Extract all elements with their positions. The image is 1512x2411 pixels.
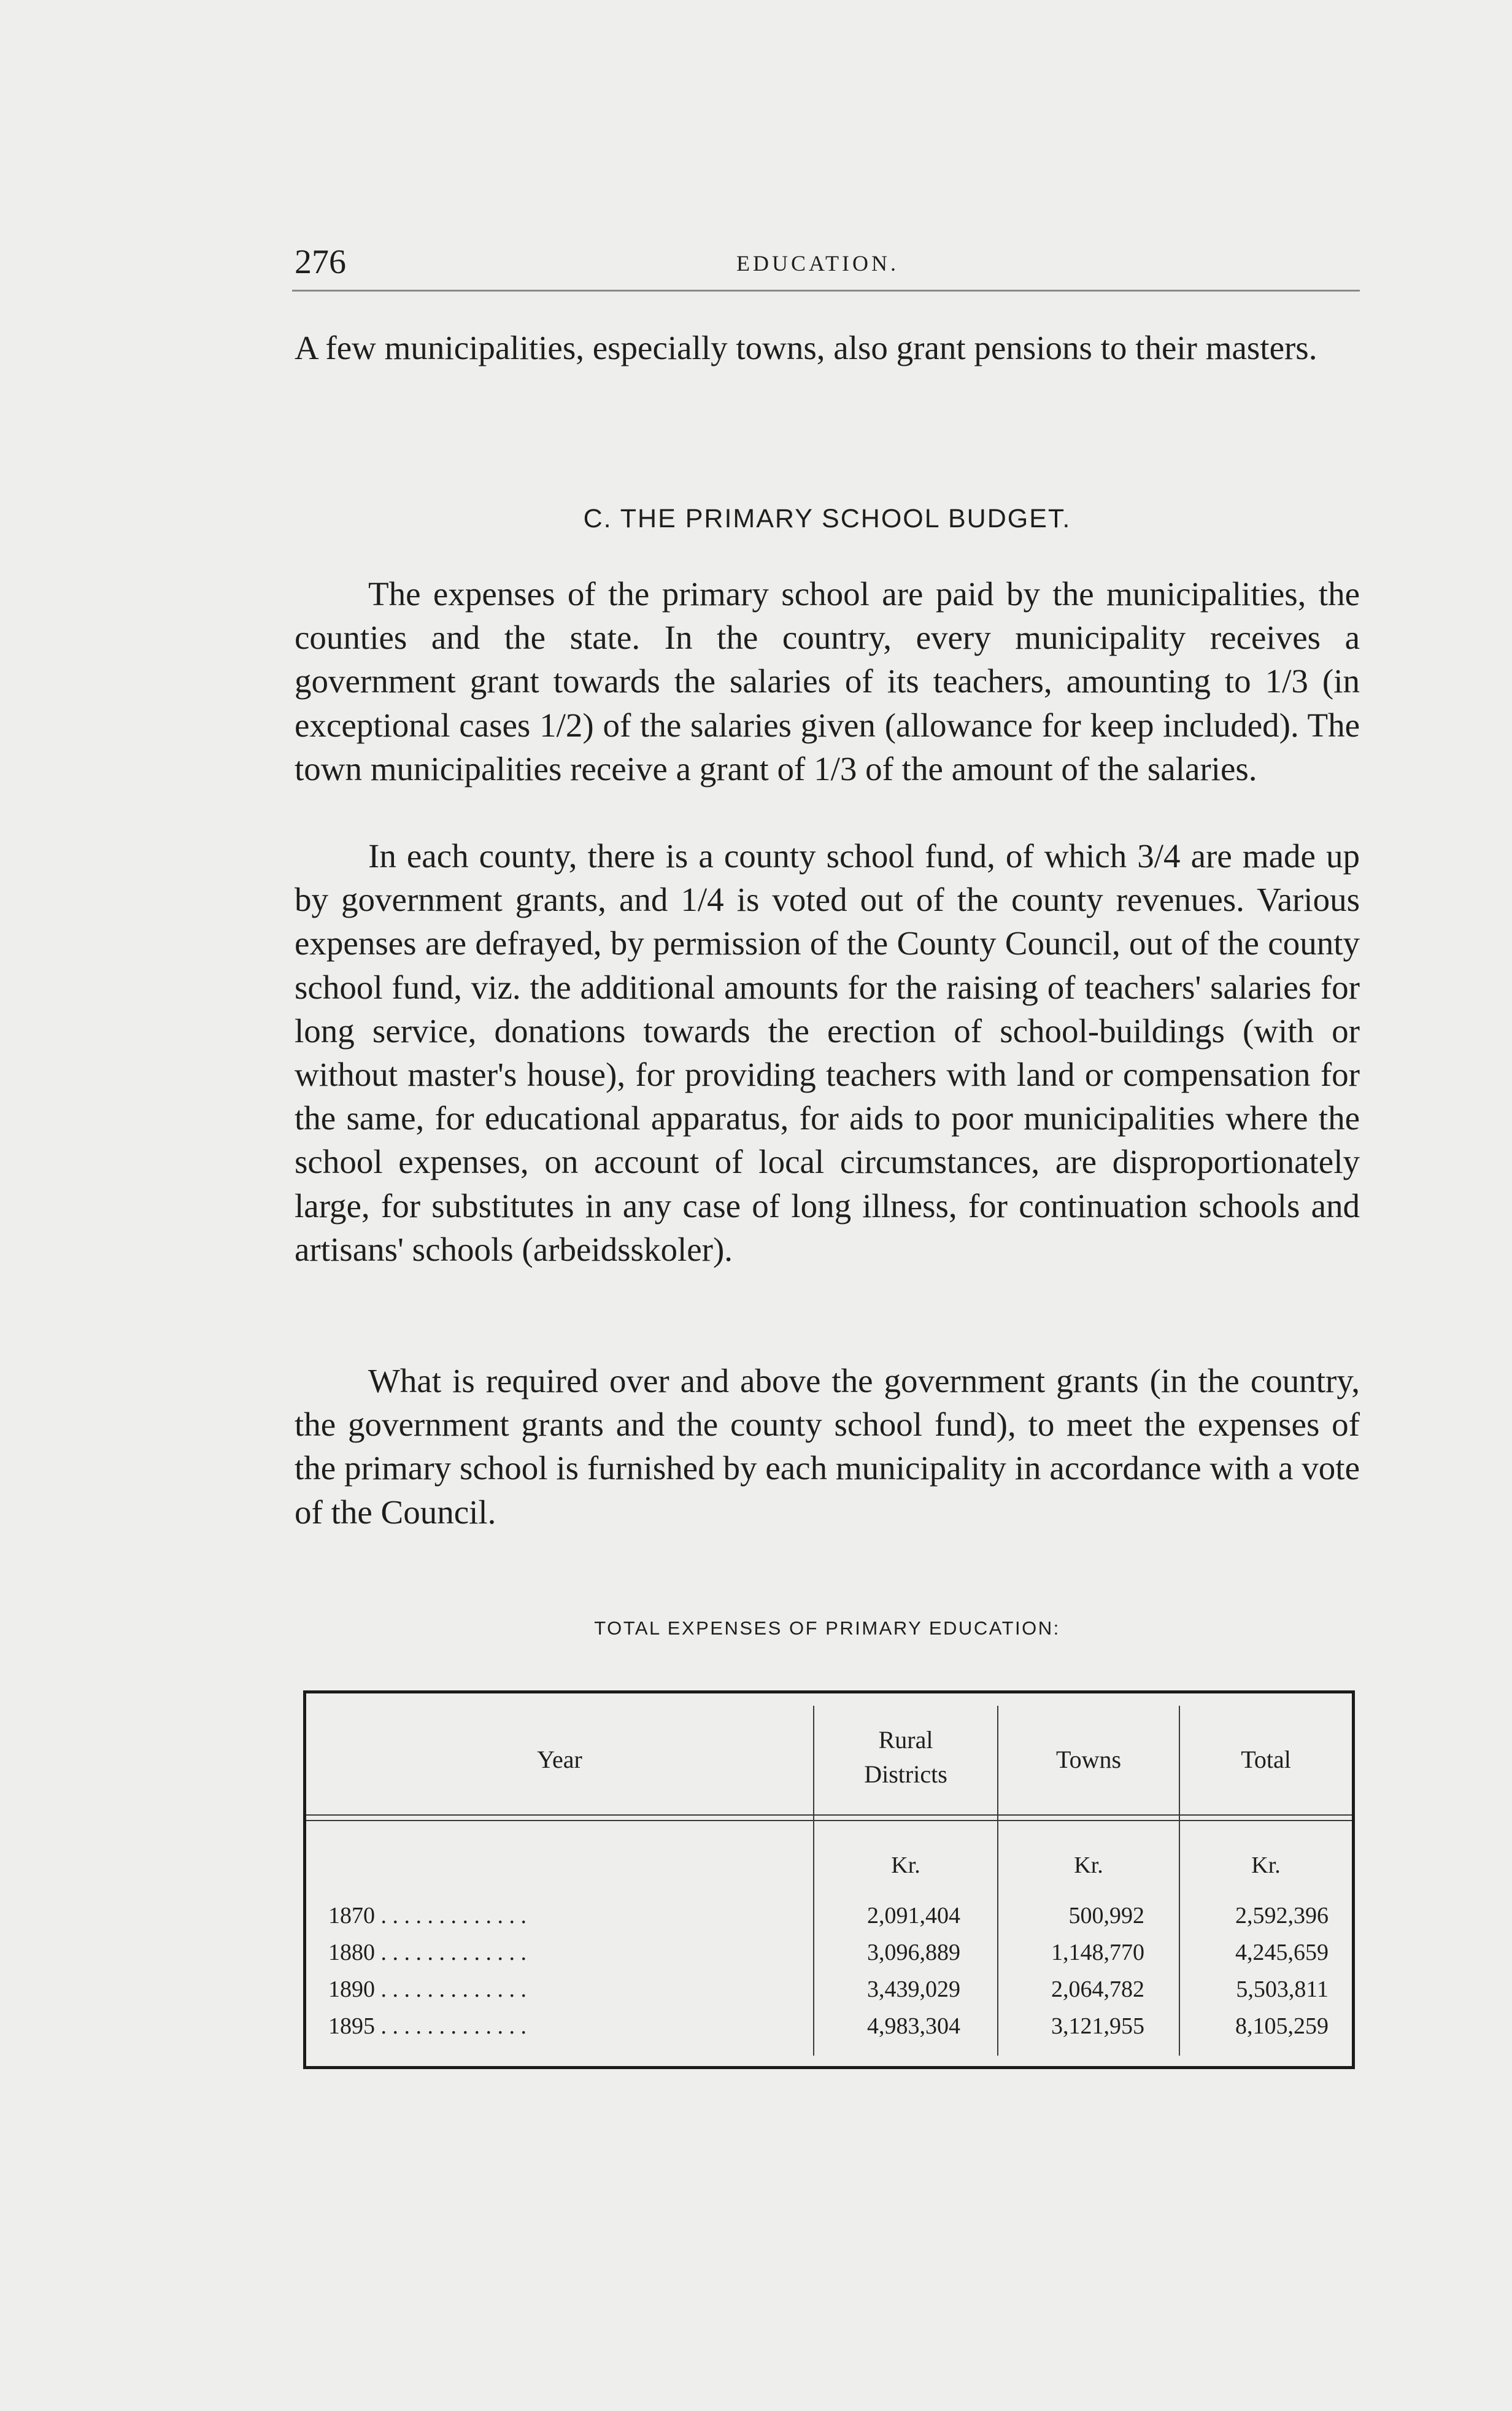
- row-year: [328, 1934, 526, 1971]
- page-number: 276: [295, 243, 346, 281]
- year-value: 1870: [328, 1903, 375, 1929]
- row-rural: 2,091,404: [867, 1903, 960, 1929]
- header-year: Year: [537, 1746, 582, 1773]
- header-rule: [306, 1814, 1352, 1816]
- header-rural-line2: Districts: [864, 1760, 947, 1788]
- row-rural: 3,096,889: [867, 1940, 960, 1965]
- row-total: 2,592,396: [1235, 1903, 1329, 1929]
- running-head: EDUCATION.: [736, 251, 899, 276]
- expenses-table: [303, 1690, 1355, 2069]
- dot-leader: . . . . . . . . . . . . .: [375, 1976, 526, 2002]
- row-total: 8,105,259: [1235, 2013, 1329, 2039]
- row-year: [328, 2008, 526, 2045]
- section-title: C. THE PRIMARY SCHOOL BUDGET.: [583, 504, 1071, 533]
- header-towns: Towns: [1055, 1746, 1122, 1773]
- dot-leader: . . . . . . . . . . . . .: [375, 2013, 526, 2039]
- dot-leader: . . . . . . . . . . . . .: [375, 1940, 526, 1965]
- header-rural-line1: Rural: [878, 1726, 933, 1754]
- row-towns: 1,148,770: [1051, 1940, 1144, 1965]
- header-rule: [292, 290, 1360, 292]
- intro-paragraph: A few municipalities, especially towns, also grant pensions to their masters.: [295, 329, 1317, 366]
- row-total: 5,503,811: [1236, 1976, 1329, 2002]
- year-value: 1895: [328, 2013, 375, 2039]
- unit-towns: Kr.: [1074, 1852, 1103, 1878]
- paragraph-funding: The expenses of the primary school are paid by the municipalities, the counties and the state. In the country, every municipality receives a government grant towards the salaries of its teachers, amounting to 1/3 (in exceptional cases 1/2) of the salaries given (allowance for keep included). The town municipalities receive a grant of 1/3 of the amount of the salaries.: [295, 575, 1360, 788]
- dot-leader: . . . . . . . . . . . . .: [375, 1903, 526, 1929]
- row-towns: 500,992: [1068, 1903, 1144, 1929]
- header-rural-districts: [814, 1723, 997, 1792]
- row-year: [328, 1971, 526, 2008]
- table-title: TOTAL EXPENSES OF PRIMARY EDUCATION:: [594, 1617, 1060, 1639]
- row-towns: 3,121,955: [1051, 2013, 1144, 2039]
- paragraph-county-fund: In each county, there is a county school fund, of which 3/4 are made up by government grants, and 1/4 is voted out of the county revenues. Various expenses are defrayed, by permission of the County Council, out of the county school fund, viz. the additional amounts for the raising of teachers' salaries for long service, donations towards the erection of school-buildings (with or without master's house), for providing teachers with land or compensation for the same, for educational apparatus, for aids to poor municipalities where the school expenses, on account of local circumstances, are disproportionately large, for substitutes in any case of long illness, for continuation schools and artisans' schools (arbeidsskoler).: [295, 837, 1360, 1268]
- row-year: [328, 1897, 526, 1934]
- unit-rural: Kr.: [891, 1852, 920, 1878]
- row-rural: 4,983,304: [867, 2013, 960, 2039]
- header-total: Total: [1241, 1746, 1291, 1773]
- row-rural: 3,439,029: [867, 1976, 960, 2002]
- year-value: 1880: [328, 1940, 375, 1965]
- header-rule: [306, 1820, 1352, 1821]
- row-total: 4,245,659: [1235, 1940, 1329, 1965]
- paragraph-municipality: What is required over and above the government grants (in the country, the government grants and the county school fund), to meet the expenses of the primary school is furnished by each municipality in accordance with a vote of the Council.: [295, 1362, 1360, 1531]
- year-value: 1890: [328, 1976, 375, 2002]
- row-towns: 2,064,782: [1051, 1976, 1144, 2002]
- unit-total: Kr.: [1251, 1852, 1281, 1878]
